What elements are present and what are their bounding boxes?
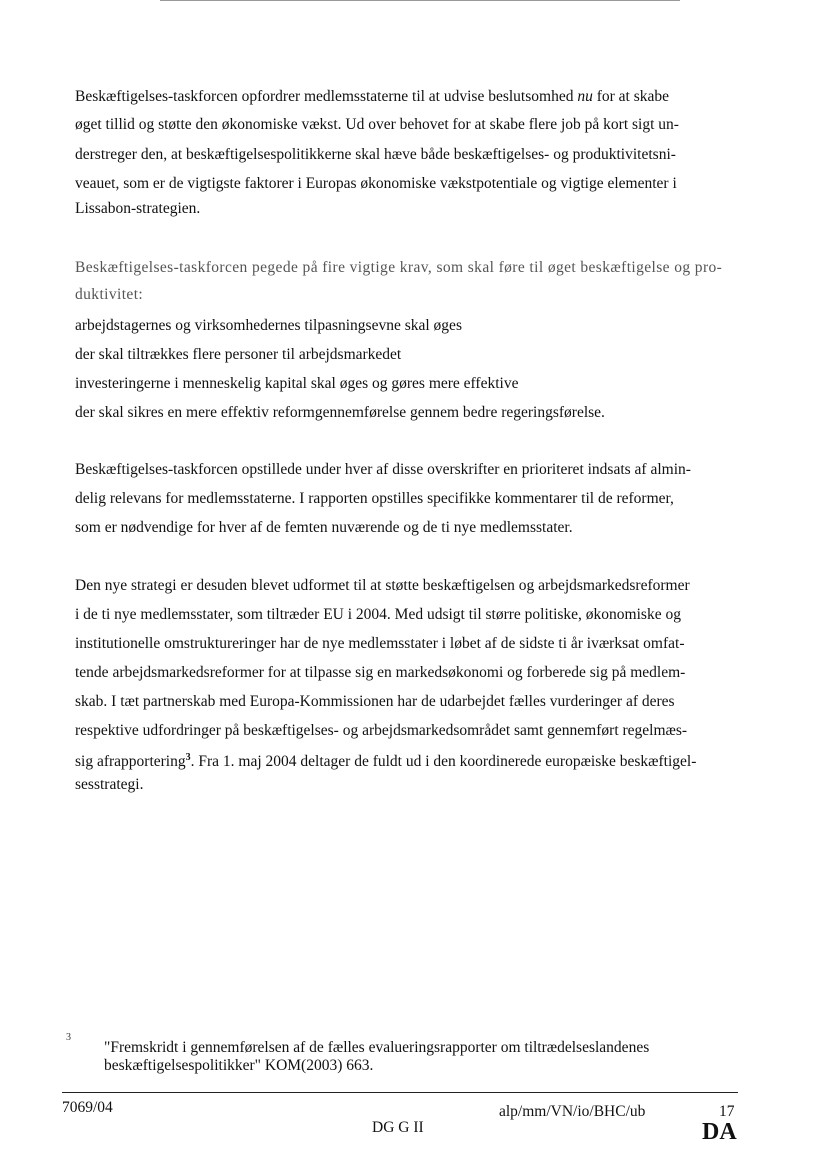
- top-edge-line: [160, 0, 680, 1]
- paragraph-4-line-3: institutionelle omstruktureringer har de nye medlemsstater i løbet af de sidste ti år iværksat omfat-: [75, 635, 685, 652]
- text-segment: . Fra 1. maj 2004 deltager de fuldt ud i den koordinerede europæiske beskæftigel-: [190, 753, 697, 771]
- reference-code: alp/mm/VN/io/BHC/ub: [499, 1103, 646, 1120]
- paragraph-3-line-2: delig relevans for medlemsstaterne. I rapporten opstilles specifikke kommentarer til de reformer,: [75, 490, 674, 507]
- text-segment: for at skabe: [592, 88, 670, 105]
- paragraph-4-line-8: sesstrategi.: [75, 776, 144, 793]
- directorate: DG G II: [372, 1119, 424, 1136]
- paragraph-4-line-2: i de ti nye medlemsstater, som tiltræder EU i 2004. Med udsigt til større politiske, økonomiske og: [75, 606, 681, 623]
- paragraph-2-line-1: Beskæftigelses-taskforcen pegede på fire vigtige krav, som skal føre til øget beskæftigelse og pro-: [75, 259, 723, 276]
- footnote-line-2: beskæftigelsespolitikker" KOM(2003) 663.: [104, 1057, 374, 1074]
- paragraph-4-line-6: respektive udfordringer på beskæftigelses- og arbejdsmarkedsområdet samt gennemført regelmæs-: [75, 722, 688, 739]
- footer-rule: [62, 1092, 738, 1093]
- paragraph-1-line-5: Lissabon-strategien.: [75, 200, 201, 217]
- document-number: 7069/04: [62, 1099, 113, 1116]
- paragraph-1-line-3: derstreger den, at beskæftigelsespolitikkerne skal hæve både beskæftigelses- og produktivitetsni-: [75, 146, 676, 163]
- footnote-reference[interactable]: 3: [185, 752, 191, 763]
- paragraph-4-line-4: tende arbejdsmarkedsreformer for at tilpasse sig en markedsøkonomi og forberede sig på medlem-: [75, 664, 686, 681]
- paragraph-4-line-1: Den nye strategi er desuden blevet udformet til at støtte beskæftigelsen og arbejdsmarkedsreformer: [75, 577, 690, 594]
- paragraph-2-line-2: duktivitet:: [75, 286, 144, 303]
- language-code: DA: [702, 1119, 737, 1145]
- paragraph-1-line-2: øget tillid og støtte den økonomiske vækst. Ud over behovet for at skabe flere job på kort sigt un-: [75, 116, 679, 133]
- text-segment: Beskæftigelses-taskforcen opfordrer medlemsstaterne til at udvise beslutsomhed: [75, 88, 578, 105]
- footnote-line-1: "Fremskridt i gennemførelsen af de fælles evalueringsrapporter om tiltrædelseslandenes: [104, 1039, 650, 1056]
- list-item-3: investeringerne i menneskelig kapital skal øges og gøres mere effektive: [75, 375, 519, 392]
- paragraph-3-line-1: Beskæftigelses-taskforcen opstillede under hver af disse overskrifter en prioriteret indsats af almin-: [75, 461, 691, 478]
- paragraph-1-line-4: veauet, som er de vigtigste faktorer i Europas økonomiske vækstpotentiale og vigtige elementer i: [75, 175, 677, 192]
- footnote-marker: 3: [66, 1032, 71, 1043]
- list-item-2: der skal tiltrækkes flere personer til arbejdsmarkedet: [75, 346, 402, 363]
- paragraph-1-line-1: [75, 87, 669, 107]
- text-segment: sig afrapportering: [75, 753, 186, 771]
- emphasis-text: nu: [577, 88, 593, 105]
- page-number: 17: [719, 1103, 735, 1120]
- list-item-1: arbejdstagernes og virksomhedernes tilpasningsevne skal øges: [75, 317, 462, 334]
- list-item-4: der skal sikres en mere effektiv reformgennemførelse gennem bedre regeringsførelse.: [75, 404, 605, 421]
- paragraph-3-line-3: som er nødvendige for hver af de femten nuværende og de ti nye medlemsstater.: [75, 519, 573, 536]
- paragraph-4-line-5: skab. I tæt partnerskab med Europa-Kommissionen har de udarbejdet fælles vurderinger af deres: [75, 693, 675, 710]
- paragraph-4-line-7: [75, 748, 696, 772]
